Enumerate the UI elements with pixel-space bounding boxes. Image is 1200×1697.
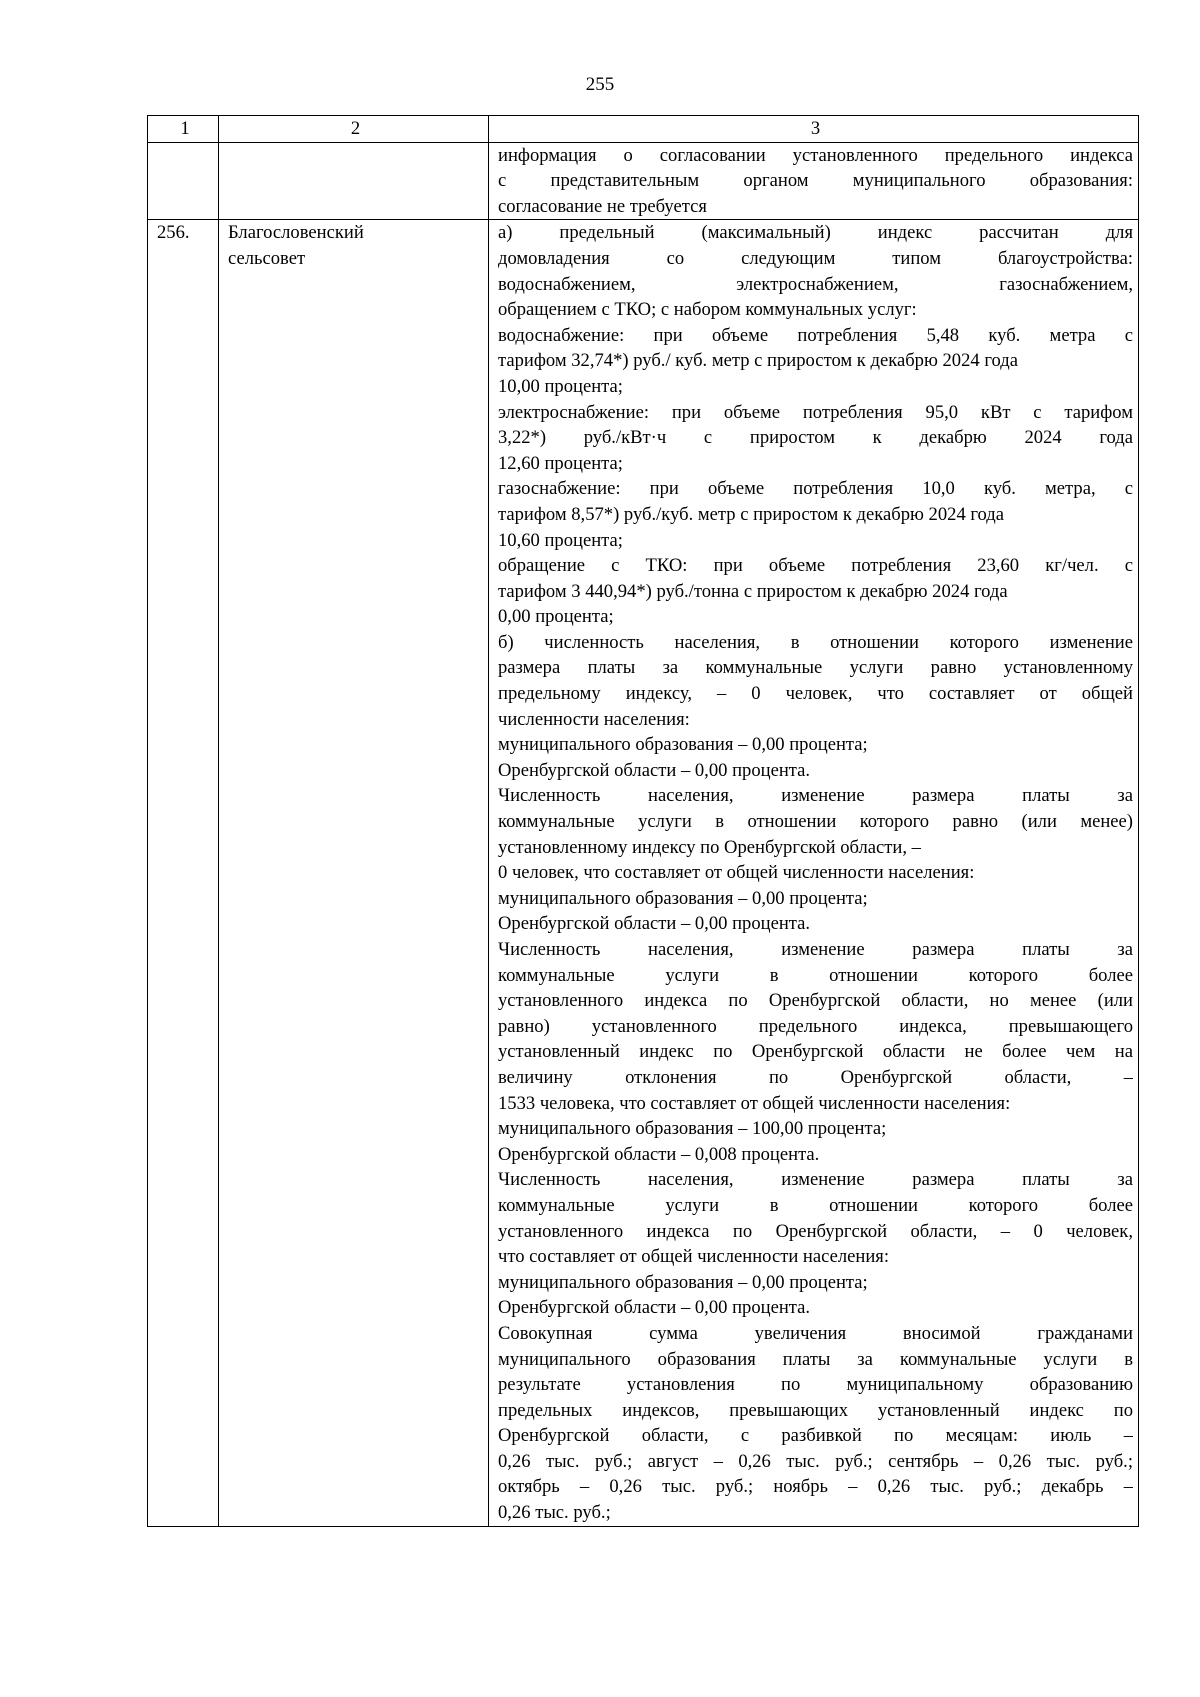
index-description-line: 1533 человека, что составляет от общей численности населения: [498,1092,1011,1114]
continuation-text [498,143,1133,220]
index-description-line: установленный индекс по Оренбургской области не более чем на [498,1041,1133,1063]
index-description-line: муниципального образования – 100,00 процента; [498,1118,887,1140]
index-description-line: Оренбургской области – 0,00 процента. [498,759,811,781]
index-description-line: Совокупная сумма увеличения вносимой гражданами [498,1322,1133,1344]
index-description-line: Оренбургской области, с разбивкой по месяцам: июль – [498,1425,1133,1447]
index-description-text [498,220,1133,1525]
document-table [147,115,1139,1527]
index-description-line: предельному индексу, – 0 человек, что составляет от общей [498,683,1133,705]
index-description-line: тарифом 32,74*) руб./ куб. метр с приростом к декабрю 2024 года [498,350,1018,372]
index-description-line: 3,22*) руб./кВт·ч с приростом к декабрю 2024 года [498,427,1133,449]
index-description-line: обращением с ТКО; с набором коммунальных услуг: [498,299,917,321]
index-description-line: установленному индексу по Оренбургской области, – [498,836,921,858]
index-description-line: коммунальные услуги в отношении которого равно (или менее) [498,811,1133,833]
index-description-line: муниципального образования платы за коммунальные услуги в [498,1348,1133,1370]
index-description-line: 12,60 процента; [498,452,623,474]
index-description-line: водоснабжение: при объеме потребления 5,48 куб. метра с [498,324,1133,346]
index-description-line: газоснабжение: при объеме потребления 10,0 куб. метра, с [498,478,1133,500]
index-description-line: Численность населения, изменение размера платы за [498,785,1133,807]
index-description-line: Оренбургской области – 0,00 процента. [498,913,811,935]
index-description-line: водоснабжением, электроснабжением, газоснабжением, [498,273,1133,295]
index-description-cell [489,220,1139,1526]
index-description-line: величину отклонения по Оренбургской области, – [498,1066,1133,1088]
row-number: 256. [148,220,219,1526]
column-header-3: 3 [489,116,1139,143]
index-description-line: 0 человек, что составляет от общей численности населения: [498,862,975,884]
index-description-line: тарифом 3 440,94*) руб./тонна с приростом к декабрю 2024 года [498,580,1008,602]
continuation-row [148,142,1139,220]
index-description-line: муниципального образования – 0,00 процента; [498,887,868,909]
index-description-line: обращение с ТКО: при объеме потребления 23,60 кг/чел. с [498,555,1133,577]
index-description-line: 10,60 процента; [498,529,623,551]
municipality-name-line-2: сельсовет [228,247,306,269]
index-description-line: б) численность населения, в отношении которого изменение [498,631,1133,653]
continuation-name-cell [219,142,489,220]
index-description-line: тарифом 8,57*) руб./куб. метр с приростом к декабрю 2024 года [498,503,1005,525]
table-header-row [148,116,1139,143]
index-description-line: Оренбургской области – 0,008 процента. [498,1143,820,1165]
index-description-line: домовладения со следующим типом благоустройства: [498,247,1133,269]
index-description-line: а) предельный (максимальный) индекс рассчитан для [498,222,1133,244]
index-description-line: равно) установленного предельного индекса, превышающего [498,1015,1133,1037]
index-description-line: октябрь – 0,26 тыс. руб.; ноябрь – 0,26 тыс. руб.; декабрь – [498,1476,1133,1498]
index-description-line: Численность населения, изменение размера платы за [498,939,1133,960]
page-number: 255 [585,74,615,95]
index-description-line: муниципального образования – 0,00 процента; [498,1271,868,1293]
index-description-line: муниципального образования – 0,00 процента; [498,734,868,756]
index-description-line: результате установления по муниципальному образованию [498,1374,1133,1396]
index-description-line: установленного индекса по Оренбургской области, но менее (или [498,990,1133,1012]
index-description-line: что составляет от общей численности населения: [498,1246,890,1268]
continuation-text-line: информация о согласовании установленного предельного индекса [498,144,1133,166]
continuation-text-line: согласование не требуется [498,195,707,217]
index-description-line: Численность населения, изменение размера платы за [498,1169,1133,1191]
index-description-line: коммунальные услуги в отношении которого более [498,1194,1133,1216]
continuation-text-cell [489,142,1139,220]
municipality-name-line-1: Благословенский [228,222,364,244]
continuation-number-cell [148,142,219,220]
index-description-line: 0,26 тыс. руб.; [498,1502,611,1524]
municipality-name-cell [219,220,489,1526]
table-row [148,220,1139,1526]
index-description-line: 0,00 процента; [498,606,614,628]
index-description-line: численности населения: [498,708,690,730]
index-description-line: коммунальные услуги в отношении которого более [498,964,1133,986]
continuation-text-line: с представительным органом муниципального образования: [498,170,1133,192]
index-description-line: 0,26 тыс. руб.; август – 0,26 тыс. руб.; сентябрь – 0,26 тыс. руб.; [498,1450,1133,1472]
index-description-line: установленного индекса по Оренбургской области, – 0 человек, [498,1220,1133,1242]
index-description-line: Оренбургской области – 0,00 процента. [498,1297,811,1319]
index-description-line: 10,00 процента; [498,375,623,397]
column-header-1: 1 [148,116,219,143]
column-header-2: 2 [219,116,489,143]
index-description-line: электроснабжение: при объеме потребления 95,0 кВт с тарифом [498,401,1133,423]
index-description-line: размера платы за коммунальные услуги равно установленному [498,657,1133,679]
index-description-line: предельных индексов, превышающих установленный индекс по [498,1399,1133,1421]
